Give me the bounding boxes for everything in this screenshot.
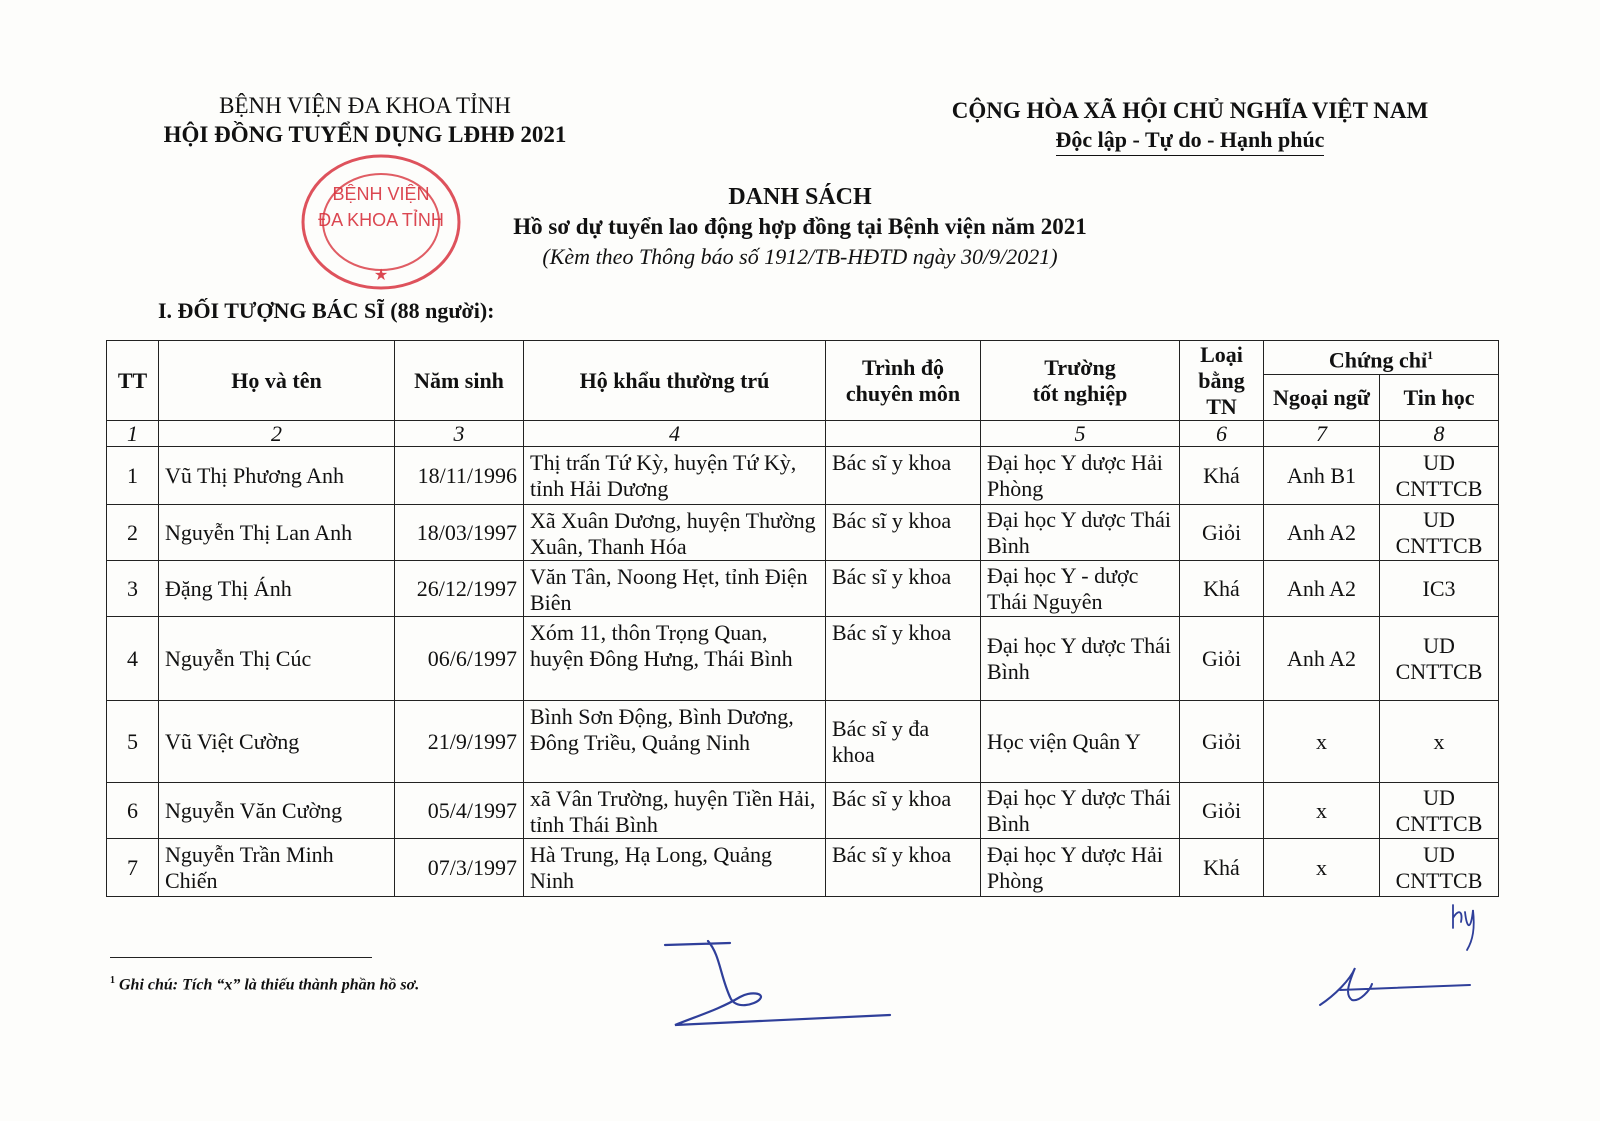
issuer-block (110, 92, 620, 150)
footnote-ref: 1 (1427, 347, 1434, 362)
issuer-council: HỘI ĐỒNG TUYỂN DỤNG LĐHĐ 2021 (163, 122, 567, 147)
cell-name: Đặng Thị Ánh (159, 561, 395, 617)
cell-school: Đại học Y dược Hải Phòng (981, 839, 1180, 897)
cell-it: UD CNTTCB (1380, 617, 1499, 701)
cell-tt: 6 (107, 783, 159, 839)
cell-tt: 3 (107, 561, 159, 617)
cell-address: Xóm 11, thôn Trọng Quan, huyện Đông Hưng, Thái Bình (524, 617, 826, 701)
cell-level: Bác sĩ y đa khoa (826, 701, 981, 783)
cell-school: Học viện Quân Y (981, 701, 1180, 783)
header-school-line1: Trường (1044, 354, 1116, 380)
col-number: 7 (1264, 421, 1380, 447)
cell-birth: 18/03/1997 (395, 505, 524, 561)
cell-address: Văn Tân, Noong Hẹt, tỉnh Điện Biên (524, 561, 826, 617)
footnote-divider (110, 957, 372, 958)
seal-text-line1: BỆNH VIỆN (332, 184, 430, 204)
col-number: 1 (107, 421, 159, 447)
cell-foreign-language: Anh B1 (1264, 447, 1380, 505)
cell-grade: Giỏi (1180, 783, 1264, 839)
header-level-line1: Trình độ (861, 354, 945, 380)
header-school (981, 341, 1180, 421)
header-name: Họ và tên (159, 341, 395, 421)
cell-name: Vũ Thị Phương Anh (159, 447, 395, 505)
document-title: DANH SÁCH (728, 184, 872, 210)
cell-birth: 21/9/1997 (395, 701, 524, 783)
signature-right (1310, 960, 1480, 1010)
table-row (107, 505, 1499, 561)
table-row (107, 701, 1499, 783)
cell-level: Bác sĩ y khoa (826, 447, 981, 505)
cell-name: Vũ Việt Cường (159, 701, 395, 783)
cell-birth: 26/12/1997 (395, 561, 524, 617)
cell-grade: Khá (1180, 839, 1264, 897)
signature-initials (1445, 900, 1485, 955)
cell-address: Bình Sơn Động, Bình Dương, Đông Triều, Quảng Ninh (524, 701, 826, 783)
cell-name: Nguyễn Thị Cúc (159, 617, 395, 701)
cell-foreign-language: Anh A2 (1264, 617, 1380, 701)
col-number: 8 (1380, 421, 1499, 447)
cell-school: Đại học Y dược Hải Phòng (981, 447, 1180, 505)
candidate-table (106, 340, 1499, 897)
cell-it: UD CNTTCB (1380, 783, 1499, 839)
motto: Độc lập - Tự do - Hạnh phúc (1056, 126, 1325, 156)
table-row (107, 617, 1499, 701)
cell-level: Bác sĩ y khoa (826, 561, 981, 617)
cell-birth: 05/4/1997 (395, 783, 524, 839)
cell-tt: 2 (107, 505, 159, 561)
document-reference-note: (Kèm theo Thông báo số 1912/TB-HĐTD ngày 30/9/2021) (542, 244, 1058, 269)
cell-tt: 7 (107, 839, 159, 897)
col-number: 4 (524, 421, 826, 447)
table-row (107, 783, 1499, 839)
header-grade-line2: bằng (1198, 367, 1245, 393)
cell-school: Đại học Y - dược Thái Nguyên (981, 561, 1180, 617)
document-subtitle: Hồ sơ dự tuyển lao động hợp đồng tại Bệnh viện năm 2021 (513, 214, 1087, 239)
cell-address: Hà Trung, Hạ Long, Quảng Ninh (524, 839, 826, 897)
col-number: 5 (981, 421, 1180, 447)
cell-level: Bác sĩ y khoa (826, 505, 981, 561)
header-grade-line1: Loại (1200, 341, 1243, 367)
table-row (107, 561, 1499, 617)
col-number: 3 (395, 421, 524, 447)
cell-birth: 06/6/1997 (395, 617, 524, 701)
national-motto-block (930, 96, 1450, 156)
header-level-line2: chuyên môn (845, 380, 961, 406)
footnote-text: Ghi chú: Tích “x” là thiếu thành phần hồ sơ. (119, 976, 420, 994)
cell-foreign-language: Anh A2 (1264, 561, 1380, 617)
cell-it: UD CNTTCB (1380, 505, 1499, 561)
cell-grade: Giỏi (1180, 617, 1264, 701)
header-level (826, 341, 981, 421)
header-school-line2: tốt nghiệp (1032, 380, 1128, 406)
cell-it: UD CNTTCB (1380, 839, 1499, 897)
cell-grade: Khá (1180, 561, 1264, 617)
col-number: 6 (1180, 421, 1264, 447)
col-number: 2 (159, 421, 395, 447)
header-birth: Năm sinh (395, 341, 524, 421)
header-certificates-label: Chứng chỉ (1328, 347, 1428, 373)
col-number (826, 421, 981, 447)
cell-level: Bác sĩ y khoa (826, 839, 981, 897)
cell-tt: 4 (107, 617, 159, 701)
cell-grade: Giỏi (1180, 505, 1264, 561)
cell-grade: Khá (1180, 447, 1264, 505)
signature-center (660, 935, 900, 1035)
cell-level: Bác sĩ y khoa (826, 783, 981, 839)
document-title-block (420, 182, 1180, 272)
cell-grade: Giỏi (1180, 701, 1264, 783)
cell-name: Nguyễn Trần Minh Chiến (159, 839, 395, 897)
table-row (107, 447, 1499, 505)
cell-school: Đại học Y dược Thái Bình (981, 505, 1180, 561)
issuer-hospital: BỆNH VIỆN ĐA KHOA TỈNH (219, 93, 511, 118)
country-name: CỘNG HÒA XÃ HỘI CHỦ NGHĨA VIỆT NAM (951, 98, 1429, 123)
cell-foreign-language: Anh A2 (1264, 505, 1380, 561)
section-heading: I. ĐỐI TƯỢNG BÁC SĨ (88 người): (158, 298, 495, 323)
cell-address: Thị trấn Tứ Kỳ, huyện Tứ Kỳ, tỉnh Hải Dương (524, 447, 826, 505)
table-row (107, 839, 1499, 897)
cell-tt: 5 (107, 701, 159, 783)
cell-tt: 1 (107, 447, 159, 505)
header-tt: TT (107, 341, 159, 421)
cell-name: Nguyễn Thị Lan Anh (159, 505, 395, 561)
cell-foreign-language: x (1264, 839, 1380, 897)
cell-it: UD CNTTCB (1380, 447, 1499, 505)
cell-address: xã Vân Trường, huyện Tiền Hải, tỉnh Thái Bình (524, 783, 826, 839)
header-foreign-language: Ngoại ngữ (1264, 375, 1380, 421)
footnote (110, 975, 419, 994)
header-address: Hộ khẩu thường trú (524, 341, 826, 421)
svg-text:★: ★ (373, 267, 389, 284)
cell-it: IC3 (1380, 561, 1499, 617)
cell-foreign-language: x (1264, 701, 1380, 783)
cell-birth: 18/11/1996 (395, 447, 524, 505)
cell-foreign-language: x (1264, 783, 1380, 839)
header-certificates (1264, 341, 1499, 375)
header-grade-line3: TN (1206, 393, 1237, 419)
cell-school: Đại học Y dược Thái Bình (981, 617, 1180, 701)
cell-name: Nguyễn Văn Cường (159, 783, 395, 839)
cell-school: Đại học Y dược Thái Bình (981, 783, 1180, 839)
header-it: Tin học (1380, 375, 1499, 421)
cell-level: Bác sĩ y khoa (826, 617, 981, 701)
header-grade (1180, 341, 1264, 421)
cell-birth: 07/3/1997 (395, 839, 524, 897)
column-number-row (107, 421, 1499, 447)
seal-text-line2: ĐA KHOA TỈNH (318, 210, 444, 230)
cell-address: Xã Xuân Dương, huyện Thường Xuân, Thanh Hóa (524, 505, 826, 561)
footnote-mark: 1 (110, 975, 115, 986)
cell-it: x (1380, 701, 1499, 783)
